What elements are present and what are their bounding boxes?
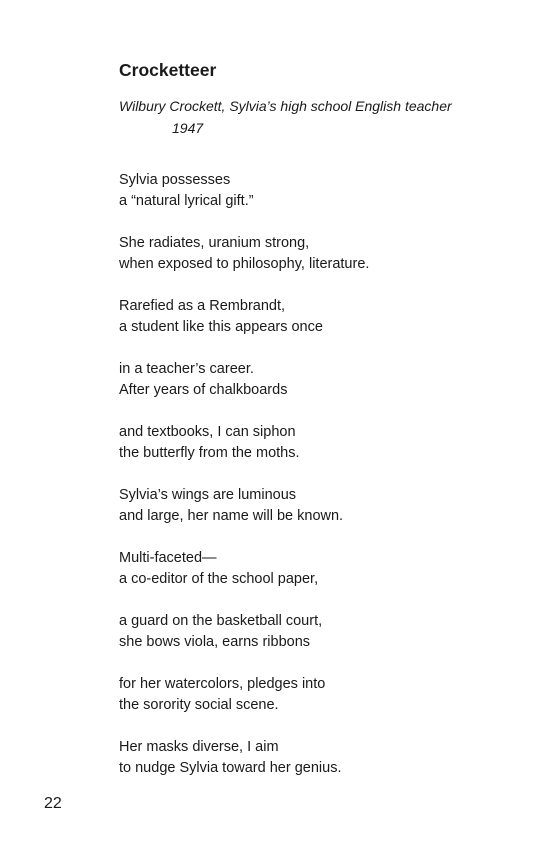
stanza	[119, 674, 519, 716]
stanza	[119, 422, 519, 464]
stanza	[119, 737, 519, 779]
poem-line: and large, her name will be known.	[119, 508, 344, 524]
stanza	[119, 485, 519, 527]
poem-line: Sylvia possesses	[119, 172, 231, 188]
poem-title: Crocketteer	[119, 60, 217, 80]
poem-line: Rarefied as a Rembrandt,	[119, 298, 286, 314]
poem-line: in a teacher’s career.	[119, 361, 254, 377]
poem-line: and textbooks, I can siphon	[119, 424, 296, 440]
epigraph	[119, 95, 452, 139]
poem-line: she bows viola, earns ribbons	[119, 634, 311, 650]
stanza	[119, 548, 519, 590]
poem-line: She radiates, uranium strong,	[119, 235, 310, 251]
poem-line: a student like this appears once	[119, 319, 323, 335]
epigraph-year: 1947	[172, 120, 204, 136]
stanza	[119, 359, 519, 401]
poem-line: the butterfly from the moths.	[119, 445, 300, 461]
poem-line: Multi-faceted—	[119, 550, 217, 566]
poem-line: a guard on the basketball court,	[119, 613, 323, 629]
poem-line: Her masks diverse, I aim	[119, 739, 279, 755]
poem-line: a “natural lyrical gift.”	[119, 193, 254, 209]
stanza	[119, 233, 519, 275]
poem-line: Sylvia’s wings are luminous	[119, 487, 297, 503]
poem-line: the sorority social scene.	[119, 697, 279, 713]
poem-line: to nudge Sylvia toward her genius.	[119, 760, 342, 776]
stanza	[119, 611, 519, 653]
stanza	[119, 170, 519, 212]
page-number: 22	[44, 795, 62, 812]
poem-line: for her watercolors, pledges into	[119, 676, 326, 692]
epigraph-attribution: Wilbury Crockett, Sylvia’s high school English teacher	[119, 98, 452, 114]
stanza	[119, 296, 519, 338]
poem-line: After years of chalkboards	[119, 382, 288, 398]
poem-line: when exposed to philosophy, literature.	[119, 256, 370, 272]
poem-line: a co-editor of the school paper,	[119, 571, 319, 587]
poem-body	[119, 170, 519, 800]
